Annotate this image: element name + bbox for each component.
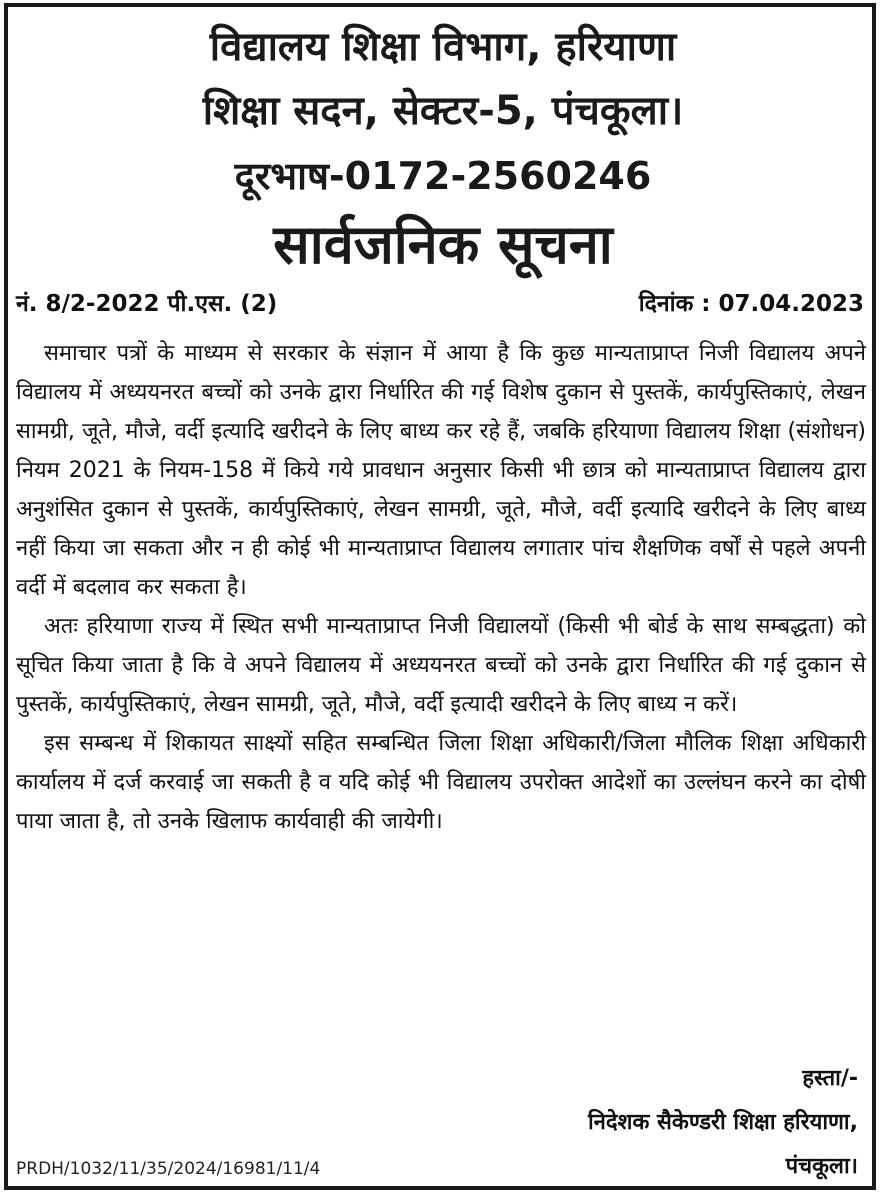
department-address: शिक्षा सदन, सेक्टर-5, पंचकूला। [202,88,684,134]
notice-body [16,334,866,841]
body-paragraph-1: समाचार पत्रों के माध्यम से सरकार के संज्ञान में आया है कि कुछ मान्यताप्राप्त निजी विद्यालय अपने विद्यालय में अध्ययनरत बच्चों को उनके द्वारा निर्धारित की गई विशेष दुकान से पुस्तकें, कार्यपुस्तिकाएं, लेखन सामग्री, जूते, मौजे, वर्दी इत्यादि खरीदने के लिए बाध्य कर रहे हैं, जबकि हरियाणा विद्यालय शिक्षा (संशोधन) नियम 2021 के नियम-158 में किये गये प्रावधान अनुसार किसी भी छात्र को मान्यताप्राप्त विद्यालय द्वारा अनुशंसित दुकान से पुस्तकें, कार्यपुस्तिकाएं, लेखन सामग्री, जूते, मौजे, वर्दी इत्यादि खरीदने के लिए बाध्य नहीं किया जा सकता और न ही कोई भी मान्यताप्राप्त विद्यालय लगातार पांच शैक्षणिक वर्षों से पहले अपनी वर्दी में बदलाव कर सकता है। [16,341,866,600]
body-paragraph-2: अतः हरियाणा राज्य में स्थित सभी मान्यताप्राप्त निजी विद्यालयों (किसी भी बोर्ड के साथ सम्बद्धता) को सूचित किया जाता है कि वे अपने विद्यालय में अध्ययनरत बच्चों को उनके द्वारा निर्धारित की गई दुकान से पुस्तकें, कार्यपुस्तिकाएं, लेखन सामग्री, जूते, मौजे, वर्दी इत्यादी खरीदने के लिए बाध्य न करें। [16,614,866,717]
release-code: PRDH/1032/11/35/2024/16981/11/4 [16,1159,321,1179]
notice-date: दिनांक : 07.04.2023 [638,291,864,317]
department-name: विद्यालय शिक्षा विभाग, हरियाणा [209,24,677,70]
department-phone: दूरभाष-0172-2560246 [234,154,652,198]
body-paragraph-3: इस सम्बन्ध में शिकायत साक्ष्यों सहित सम्बन्धित जिला शिक्षा अधिकारी/जिला मौलिक शिक्षा अधिकारी कार्यालय में दर्ज करवाई जा सकती है व यदि कोई भी विद्यालय उपरोक्त आदेशों का उल्लंघन करने का दोषी पाया जाता है, तो उनके खिलाफ कार्यवाही की जायेगी। [16,731,866,834]
reference-line [16,286,864,322]
signature-mark: हस्ता/- [802,1066,858,1091]
reference-number: नं. 8/2-2022 पी.एस. (2) [16,291,278,317]
signatory-designation: निदेशक सैकेण्डरी शिक्षा हरियाणा, [587,1110,858,1135]
notice-title: सार्वजनिक सूचना [273,213,613,276]
signatory-place: पंचकूला। [785,1154,858,1179]
